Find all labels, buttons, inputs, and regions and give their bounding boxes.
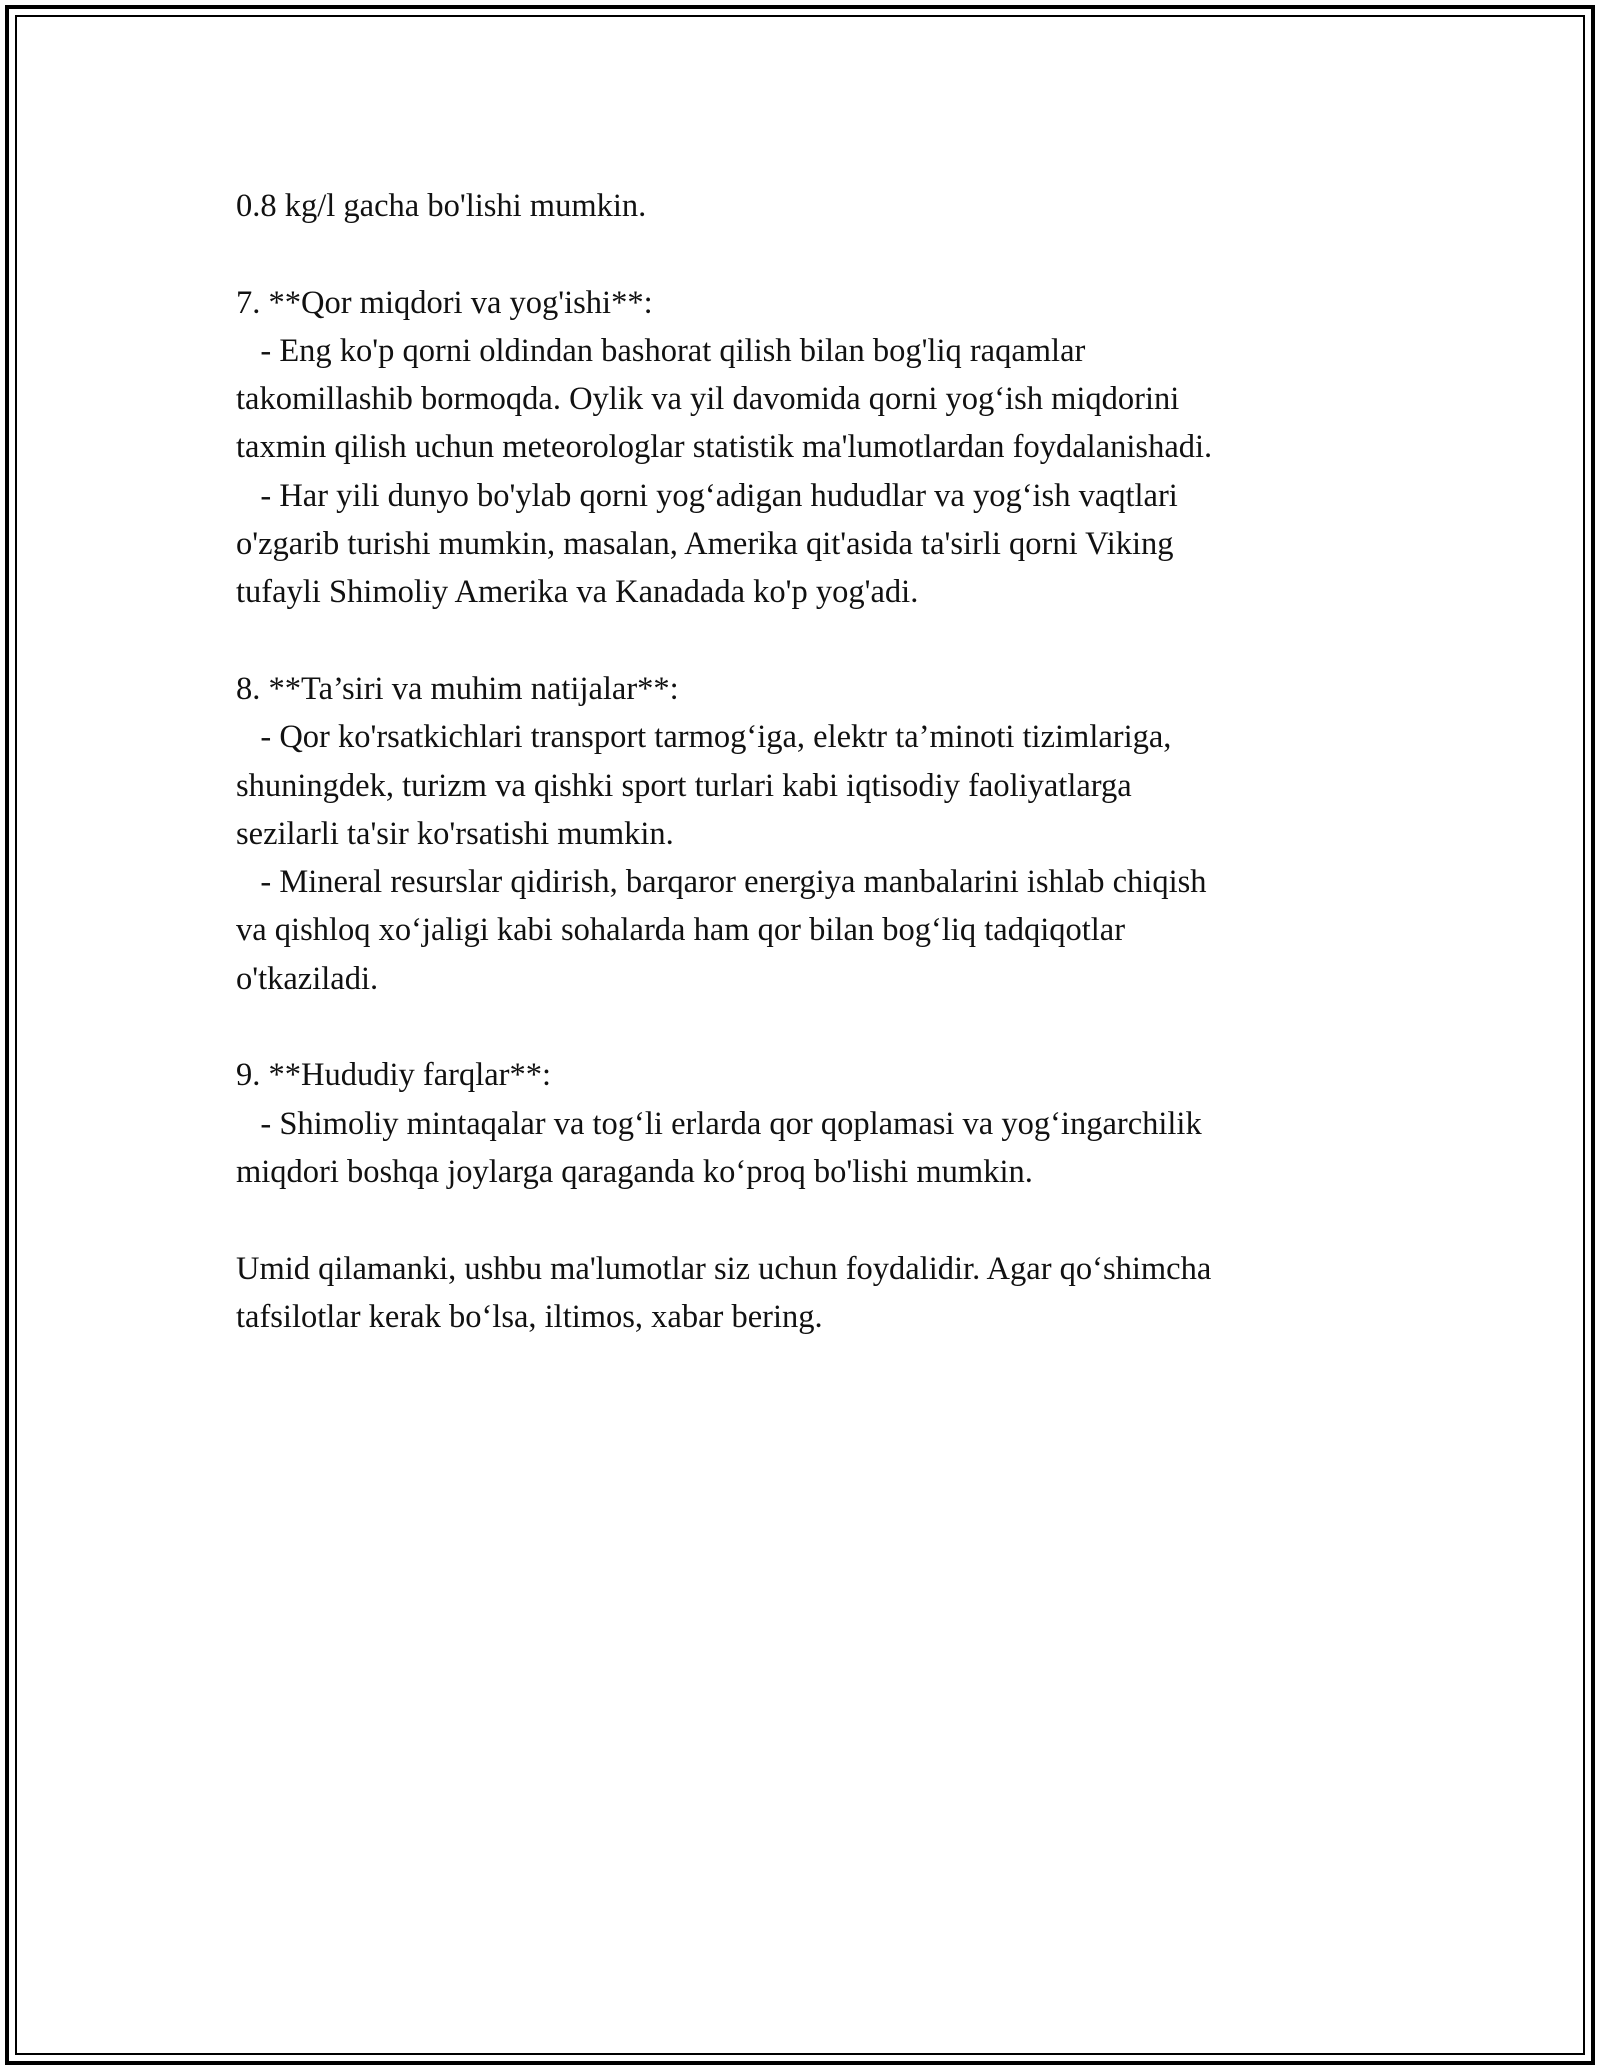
text-line: - Mineral resurslar qidirish, barqaror energiya manbalarini ishlab chiqish — [236, 864, 1207, 901]
blank-line — [236, 1196, 1386, 1244]
text-line: takomillashib bormoqda. Oylik va yil davomida qorni yog‘ish miqdorini — [236, 381, 1180, 418]
text-line: 0.8 kg/l gacha bo'lishi mumkin. — [236, 188, 647, 224]
text-line: taxmin qilish uchun meteorologlar statistik ma'lumotlardan foydalanishadi. — [236, 429, 1213, 466]
blank-line — [236, 1003, 1386, 1051]
blank-line — [236, 230, 1386, 278]
section-heading: 9. **Hududiy farqlar**: — [236, 1057, 552, 1094]
text-line: - Shimoliy mintaqalar va tog‘li erlarda qor qoplamasi va yog‘ingarchilik — [236, 1105, 1202, 1142]
section-heading: 8. **Ta’siri va muhim natijalar**: — [236, 670, 679, 707]
text-line: - Qor ko'rsatkichlari transport tarmog‘iga, elektr ta’minoti tizimlariga, — [236, 719, 1172, 756]
closing-line: Umid qilamanki, ushbu ma'lumotlar siz uchun foydalidir. Agar qo‘shimcha — [236, 1250, 1212, 1287]
text-line: shuningdek, turizm va qishki sport turlari kabi iqtisodiy faoliyatlarga — [236, 767, 1132, 804]
text-line: o'zgarib turishi mumkin, masalan, Amerika qit'asida ta'sirli qorni Viking — [236, 526, 1174, 563]
blank-line — [236, 617, 1386, 665]
text-line: o'tkaziladi. — [236, 960, 379, 997]
text-line: va qishloq xo‘jaligi kabi sohalarda ham qor bilan bog‘liq tadqiqotlar — [236, 912, 1126, 949]
text-line: - Har yili dunyo bo'ylab qorni yog‘adigan hududlar va yog‘ish vaqtlari — [236, 477, 1178, 514]
text-line: - Eng ko'p qorni oldindan bashorat qilish bilan bog'liq raqamlar — [236, 332, 1086, 369]
text-line: tufayli Shimoliy Amerika va Kanadada ko'p yog'adi. — [236, 574, 919, 611]
closing-line: tafsilotlar kerak bo‘lsa, iltimos, xabar bering. — [236, 1298, 823, 1335]
text-line: miqdori boshqa joylarga qaraganda ko‘proq bo'lishi mumkin. — [236, 1153, 1033, 1190]
text-line: sezilarli ta'sir ko'rsatishi mumkin. — [236, 815, 674, 852]
document-body — [236, 182, 1386, 1341]
section-heading: 7. **Qor miqdori va yog'ishi**: — [236, 284, 653, 321]
